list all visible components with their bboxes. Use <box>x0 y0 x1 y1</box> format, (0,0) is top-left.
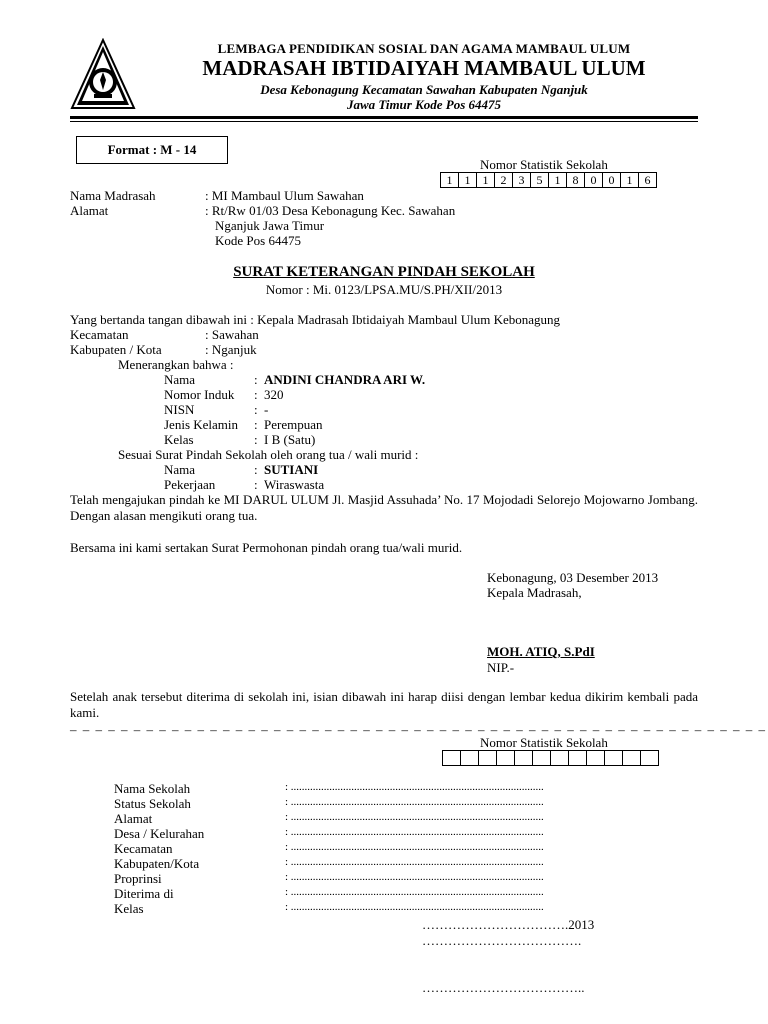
nss-digit: 6 <box>639 173 657 188</box>
signer-name: MOH. ATIQ, S.PdI <box>487 644 595 659</box>
receiving-signature-line2: ……………………………….. <box>422 980 585 995</box>
header-rule-thin <box>70 121 698 122</box>
student-class-value: I B (Satu) <box>264 432 316 447</box>
nss-box <box>479 751 497 766</box>
letter-title: SURAT KETERANGAN PINDAH SEKOLAH <box>233 264 535 280</box>
nss-box <box>605 751 623 766</box>
receiving-field-label: Status Sekolah <box>114 796 191 811</box>
nss-digit: 0 <box>603 173 621 188</box>
nss-digit: 1 <box>459 173 477 188</box>
colon: : <box>254 432 258 447</box>
student-class-label: Kelas <box>164 432 194 447</box>
kecamatan-label: Kecamatan <box>70 327 129 342</box>
header-rule <box>70 116 698 119</box>
receiving-field-value[interactable]: : ............................................................................................ <box>285 781 544 793</box>
colon: : <box>254 417 258 432</box>
receiving-field-label: Nama Sekolah <box>114 781 191 796</box>
madrasah-name-label: Nama Madrasah <box>70 188 156 203</box>
cut-line: – – – – – – – – – – – – – – – – – – – – – – – – – – – – – – – – – – – – – – – – – – – – – – – – – – – – – – – <box>70 722 767 737</box>
nss-digit: 1 <box>621 173 639 188</box>
school-address-line2: Jawa Timur Kode Pos 64475 <box>346 97 502 112</box>
madrasah-address-label: Alamat <box>70 203 109 218</box>
format-label: Format : M - 14 <box>76 136 228 164</box>
parent-name-label: Nama <box>164 462 196 477</box>
school-name: MADRASAH IBTIDAIYAH MAMBAUL ULUM <box>202 56 646 80</box>
receiving-field-value[interactable]: : ............................................................................................ <box>285 811 544 823</box>
nss-box <box>623 751 641 766</box>
receiving-field-value[interactable]: : ............................................................................................ <box>285 856 544 868</box>
student-nisn-label: NISN <box>164 402 195 417</box>
intro-text: Yang bertanda tangan dibawah ini : Kepala Madrasah Ibtidaiyah Mambaul Ulum Kebonagung <box>70 312 561 327</box>
receiving-signature-line1: ………………………………. <box>422 933 582 948</box>
institution-name: LEMBAGA PENDIDIKAN SOSIAL DAN AGAMA MAMBAUL ULUM <box>217 41 631 56</box>
receiving-field-value[interactable]: : ............................................................................................ <box>285 886 544 898</box>
receiving-nss-boxes <box>442 750 659 766</box>
nss-box <box>497 751 515 766</box>
school-emblem-icon <box>70 38 136 110</box>
kabupaten-value: : Nganjuk <box>205 342 257 357</box>
letter-number: Nomor : Mi. 0123/LPSA.MU/S.PH/XII/2013 <box>265 282 503 297</box>
receiving-field-value[interactable]: : ............................................................................................ <box>285 841 544 853</box>
madrasah-address-value3: Kode Pos 64475 <box>215 233 301 248</box>
nss-box <box>587 751 605 766</box>
nss-box <box>443 751 461 766</box>
nss-digit: 5 <box>531 173 549 188</box>
nss-label: Nomor Statistik Sekolah <box>480 157 608 172</box>
receiving-nss-label: Nomor Statistik Sekolah <box>480 735 608 750</box>
student-induk-label: Nomor Induk <box>164 387 235 402</box>
attachment-statement: Bersama ini kami sertakan Surat Permohonan pindah orang tua/wali murid. <box>70 540 463 555</box>
nss-digit: 1 <box>549 173 567 188</box>
parent-job-label: Pekerjaan <box>164 477 216 492</box>
school-address-line1: Desa Kebonagung Kecamatan Sawahan Kabupaten Nganjuk <box>260 82 588 97</box>
colon: : <box>254 372 258 387</box>
kecamatan-value: : Sawahan <box>205 327 259 342</box>
receiving-date-line: …………………………….2013 <box>422 917 595 932</box>
receiving-field-value[interactable]: : ............................................................................................ <box>285 796 544 808</box>
receiving-field-value[interactable]: : ............................................................................................ <box>285 871 544 883</box>
receiving-field-label: Kabupaten/Kota <box>114 856 200 871</box>
nss-box <box>533 751 551 766</box>
receiving-field-label: Desa / Kelurahan <box>114 826 205 841</box>
kabupaten-label: Kabupaten / Kota <box>70 342 162 357</box>
nss-digit: 2 <box>495 173 513 188</box>
nss-digit: 0 <box>585 173 603 188</box>
nss-digit-boxes <box>440 172 657 188</box>
student-gender-value: Perempuan <box>264 417 323 432</box>
parent-job-value: Wiraswasta <box>264 477 325 492</box>
receiving-field-label: Proprinsi <box>114 871 162 886</box>
madrasah-address-value1: : Rt/Rw 01/03 Desa Kebonagung Kec. Sawahan <box>205 203 456 218</box>
student-name-label: Nama <box>164 372 196 387</box>
colon: : <box>254 387 258 402</box>
receiving-field-value[interactable]: : ............................................................................................ <box>285 826 544 838</box>
footer-note: Setelah anak tersebut diterima di sekolah ini, isian dibawah ini harap diisi dengan lembar kedua dikirim kembali pada kami. <box>70 689 698 720</box>
transfer-statement: Telah mengajukan pindah ke MI DARUL ULUM Jl. Masjid Assuhada’ No. 17 Mojodadi Selorejo Mojowarno Jombang. Dengan alasan mengikuti orang tua. <box>70 492 698 523</box>
madrasah-address-value2: Nganjuk Jawa Timur <box>215 218 325 233</box>
colon: : <box>254 462 258 477</box>
nss-digit: 1 <box>477 173 495 188</box>
nss-digit: 1 <box>441 173 459 188</box>
nss-box <box>641 751 659 766</box>
receiving-field-label: Kecamatan <box>114 841 173 856</box>
receiving-field-label: Alamat <box>114 811 153 826</box>
colon: : <box>254 402 258 417</box>
student-name-value: ANDINI CHANDRA ARI W. <box>264 372 426 387</box>
sesuai-text: Sesuai Surat Pindah Sekolah oleh orang tua / wali murid : <box>118 447 419 462</box>
colon: : <box>254 477 258 492</box>
place-date: Kebonagung, 03 Desember 2013 <box>487 570 659 585</box>
nss-box <box>515 751 533 766</box>
student-nisn-value: - <box>264 402 269 417</box>
nss-box <box>569 751 587 766</box>
receiving-field-label: Diterima di <box>114 886 174 901</box>
nss-digit: 8 <box>567 173 585 188</box>
nss-box <box>551 751 569 766</box>
parent-name-value: SUTIANI <box>264 462 319 477</box>
signer-position: Kepala Madrasah, <box>487 585 582 600</box>
menerangkan-text: Menerangkan bahwa : <box>118 357 234 372</box>
student-induk-value: 320 <box>264 387 284 402</box>
receiving-field-value[interactable]: : ............................................................................................ <box>285 901 544 913</box>
signer-nip: NIP.- <box>487 660 515 675</box>
madrasah-name-value: : MI Mambaul Ulum Sawahan <box>205 188 364 203</box>
nss-digit: 3 <box>513 173 531 188</box>
receiving-field-label: Kelas <box>114 901 144 916</box>
nss-box <box>461 751 479 766</box>
student-gender-label: Jenis Kelamin <box>164 417 239 432</box>
